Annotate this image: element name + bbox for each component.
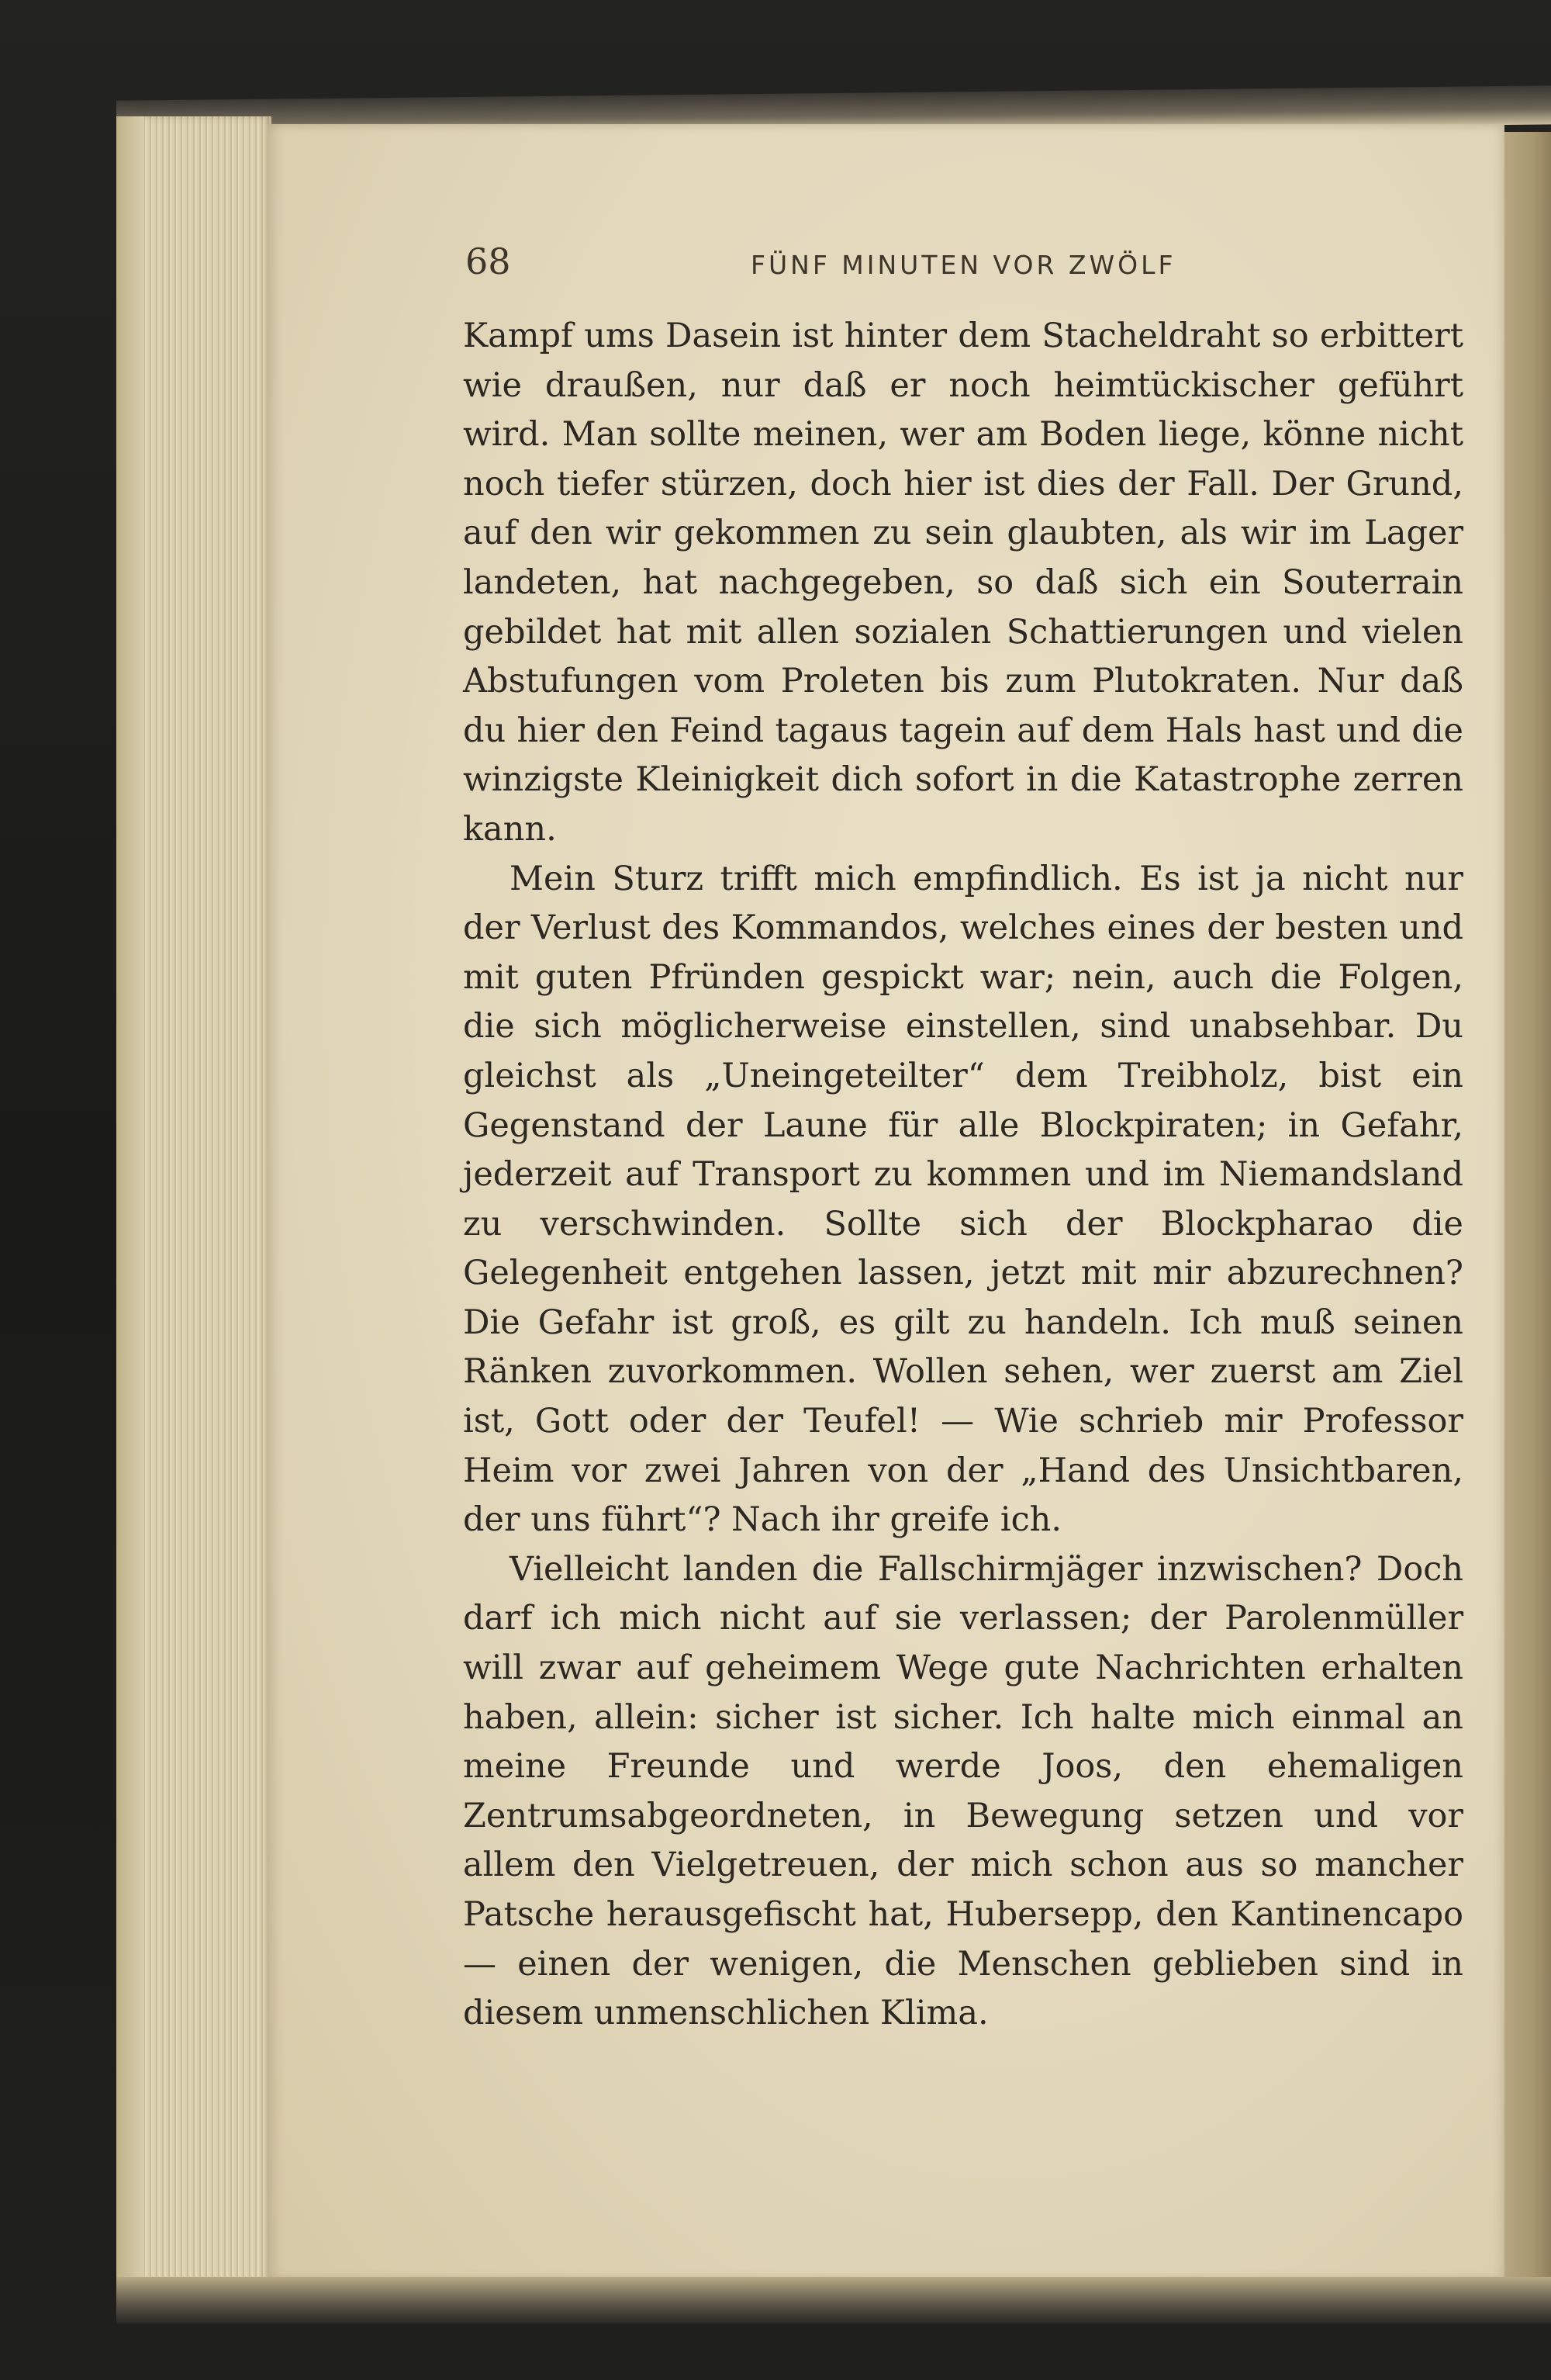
running-title: FÜNF MINUTEN VOR ZWÖLF xyxy=(751,250,1176,280)
stacked-page-edges xyxy=(116,116,271,2288)
page-bottom-shadow xyxy=(116,2277,1551,2323)
paragraph-1: Kampf ums Dasein ist hinter dem Stacheldraht so erbittert wie draußen, nur daß er noch heimtückischer geführt wird. Man sollte meinen, wer am Boden liege, könne nicht noch tiefer stürzen, doch hier ist dies der Fall. Der Grund, auf den wir gekommen zu sein glaubten, als wir im Lager landeten, hat nachgegeben, so daß sich ein Souterrain gebildet hat mit allen sozialen Schattierungen und vielen Abstufungen vom Proleten bis zum Plutokraten. Nur daß du hier den Feind tagaus tagein auf dem Hals hast und die winzigste Kleinigkeit dich sofort in die Katastrophe zerren kann. xyxy=(463,317,1463,849)
body-text xyxy=(463,312,1463,2039)
paragraph-3: Vielleicht landen die Fallschirmjäger inzwischen? Doch darf ich mich nicht auf sie verlassen; der Parolenmüller will zwar auf geheimem Wege gute Nachrichten erhalten haben, allein: sicher ist sicher. Ich halte mich einmal an meine Freunde und werde Joos, den ehemaligen Zentrumsabgeordneten, in Bewegung setzen und vor allem den Vielgetreuen, der mich schon aus so mancher Patsche herausgefischt hat, Hubersepp, den Kantinencapo — einen der wenigen, die Menschen geblieben sind in diesem unmenschlichen Klima. xyxy=(463,1549,1463,2033)
page-number: 68 xyxy=(465,240,511,282)
paragraph-2: Mein Sturz trifft mich empfindlich. Es ist ja nicht nur der Verlust des Kommandos, welches eines der besten und mit guten Pfründen gespickt war; nein, auch die Folgen, die sich möglicherweise einstellen, sind unabsehbar. Du gleichst als „Uneingeteilter“ dem Treibholz, bist ein Gegenstand der Laune für alle Blockpiraten; in Gefahr, jederzeit auf Transport zu kommen und im Niemandsland zu verschwinden. Sollte sich der Blockpharao die Gelegenheit entgehen lassen, jetzt mit mir abzurechnen? Die Gefahr ist groß, es gilt zu handeln. Ich muß seinen Ränken zuvorkommen. Wollen sehen, wer zuerst am Ziel ist, Gott oder der Teufel! — Wie schrieb mir Professor Heim vor zwei Jahren von der „Hand des Unsichtbaren, der uns führt“? Nach ihr greife ich. xyxy=(463,859,1463,1540)
facing-page-edge xyxy=(1501,132,1551,2304)
